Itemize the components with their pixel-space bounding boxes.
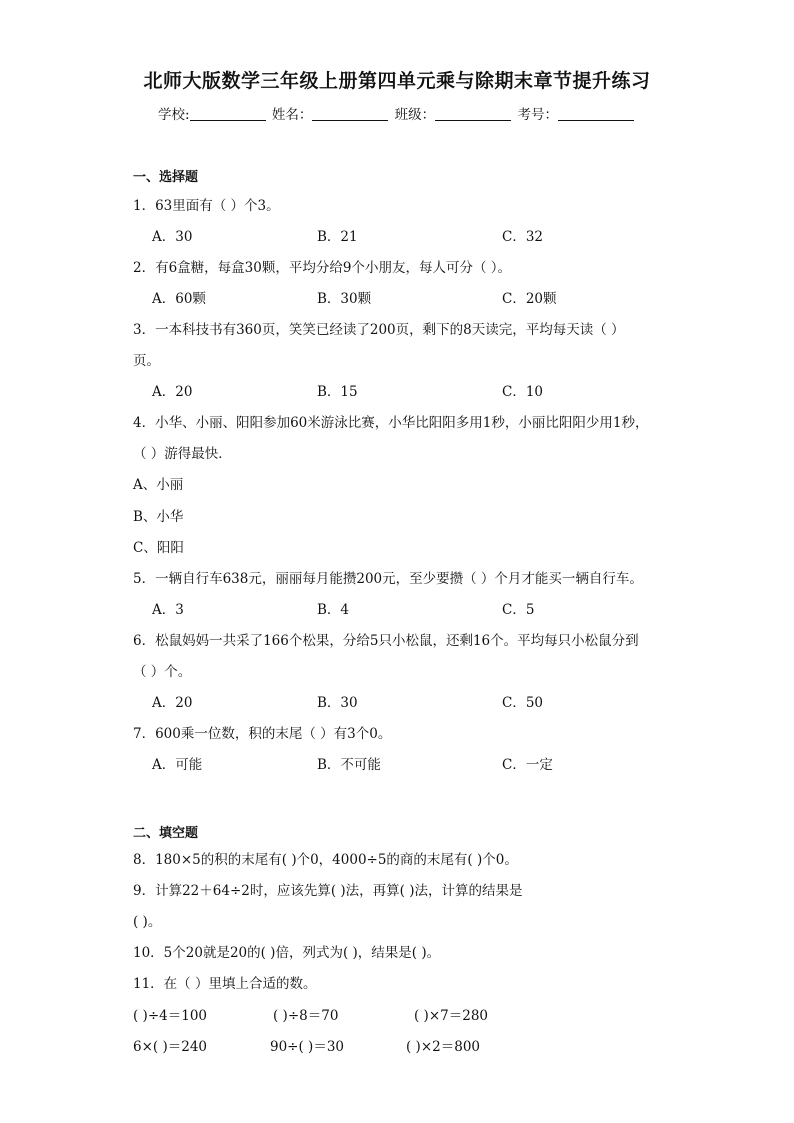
q11-item-2: ( )÷8＝70 bbox=[273, 1008, 339, 1024]
q3-option-b: B．15 bbox=[317, 384, 358, 400]
q2-option-a: A．60颗 bbox=[152, 291, 206, 307]
question-9-cont: ( )。 bbox=[133, 914, 162, 930]
q6-option-c: C．50 bbox=[502, 695, 544, 711]
q4-option-c: C、阳阳 bbox=[133, 540, 184, 556]
question-10: 10．5个20就是20的( )倍，列式为( )，结果是( )。 bbox=[133, 945, 441, 961]
q7-option-b: B．不可能 bbox=[317, 757, 381, 773]
q2-option-c: C．20颗 bbox=[502, 291, 557, 307]
q3-option-a: A．20 bbox=[152, 384, 193, 400]
q5-option-b: B．4 bbox=[317, 602, 350, 618]
question-4-cont: （ ）游得最快． bbox=[133, 446, 232, 462]
section-heading-choice: 一、选择题 bbox=[133, 170, 199, 185]
q11-item-1: ( )÷4＝100 bbox=[133, 1008, 207, 1024]
question-8: 8．180×5的积的末尾有( )个0，4000÷5的商的末尾有( )个0。 bbox=[133, 852, 518, 868]
question-3: 3．一本科技书有360页，笑笑已经读了200页，剩下的8天读完，平均每天读（ ） bbox=[133, 322, 625, 338]
school-blank[interactable] bbox=[190, 106, 266, 121]
question-1: 1．63里面有（ ）个3。 bbox=[133, 198, 280, 214]
question-7: 7．600乘一位数，积的末尾（ ）有3个0。 bbox=[133, 726, 392, 742]
question-6: 6．松鼠妈妈一共采了166个松果，分给5只小松鼠，还剩16个。平均每只小松鼠分到 bbox=[133, 633, 639, 649]
class-label: 班级： bbox=[394, 107, 436, 123]
q7-option-c: C．一定 bbox=[502, 757, 553, 773]
q11-item-5: 90÷( )＝30 bbox=[270, 1039, 344, 1055]
q3-option-c: C．10 bbox=[502, 384, 544, 400]
q4-option-b: B、小华 bbox=[133, 509, 184, 525]
q6-option-b: B．30 bbox=[317, 695, 358, 711]
question-2: 2．有6盒糖，每盒30颗，平均分给9个小朋友，每人可分（ ）。 bbox=[133, 260, 511, 276]
q5-option-c: C．5 bbox=[502, 602, 535, 618]
student-info-row bbox=[0, 103, 794, 123]
q5-option-a: A．3 bbox=[152, 602, 184, 618]
question-3-cont: 页。 bbox=[133, 353, 160, 369]
name-label: 姓名： bbox=[271, 107, 313, 123]
q1-option-a: A．30 bbox=[152, 229, 193, 245]
question-5: 5．一辆自行车638元，丽丽每月能攒200元，至少要攒（ ）个月才能买一辆自行车。 bbox=[133, 571, 643, 587]
exam-no-blank[interactable] bbox=[558, 106, 634, 121]
exam-no-label: 考号： bbox=[517, 107, 558, 123]
class-blank[interactable] bbox=[435, 106, 511, 121]
page-title: 北师大版数学三年级上册第四单元乘与除期末章节提升练习 bbox=[143, 70, 651, 92]
q4-option-a: A、小丽 bbox=[133, 477, 184, 493]
q11-item-3: ( )×7＝280 bbox=[414, 1008, 488, 1024]
section-heading-fill: 二、填空题 bbox=[133, 826, 199, 841]
q6-option-a: A．20 bbox=[152, 695, 193, 711]
question-11: 11．在（ ）里填上合适的数。 bbox=[133, 976, 317, 992]
q11-item-6: ( )×2＝800 bbox=[406, 1039, 480, 1055]
name-blank[interactable] bbox=[312, 106, 388, 121]
question-9: 9．计算22＋64÷2时，应该先算( )法，再算( )法，计算的结果是 bbox=[133, 883, 523, 899]
school-label: 学校: bbox=[158, 107, 190, 123]
q1-option-b: B．21 bbox=[317, 229, 358, 245]
q1-option-c: C．32 bbox=[502, 229, 544, 245]
q2-option-b: B．30颗 bbox=[317, 291, 372, 307]
q7-option-a: A．可能 bbox=[152, 757, 203, 773]
q11-item-4: 6×( )＝240 bbox=[133, 1039, 207, 1055]
question-4: 4．小华、小丽、阳阳参加60米游泳比赛，小华比阳阳多用1秒，小丽比阳阳少用1秒， bbox=[133, 415, 649, 431]
question-6-cont: （ ）个。 bbox=[133, 664, 192, 680]
